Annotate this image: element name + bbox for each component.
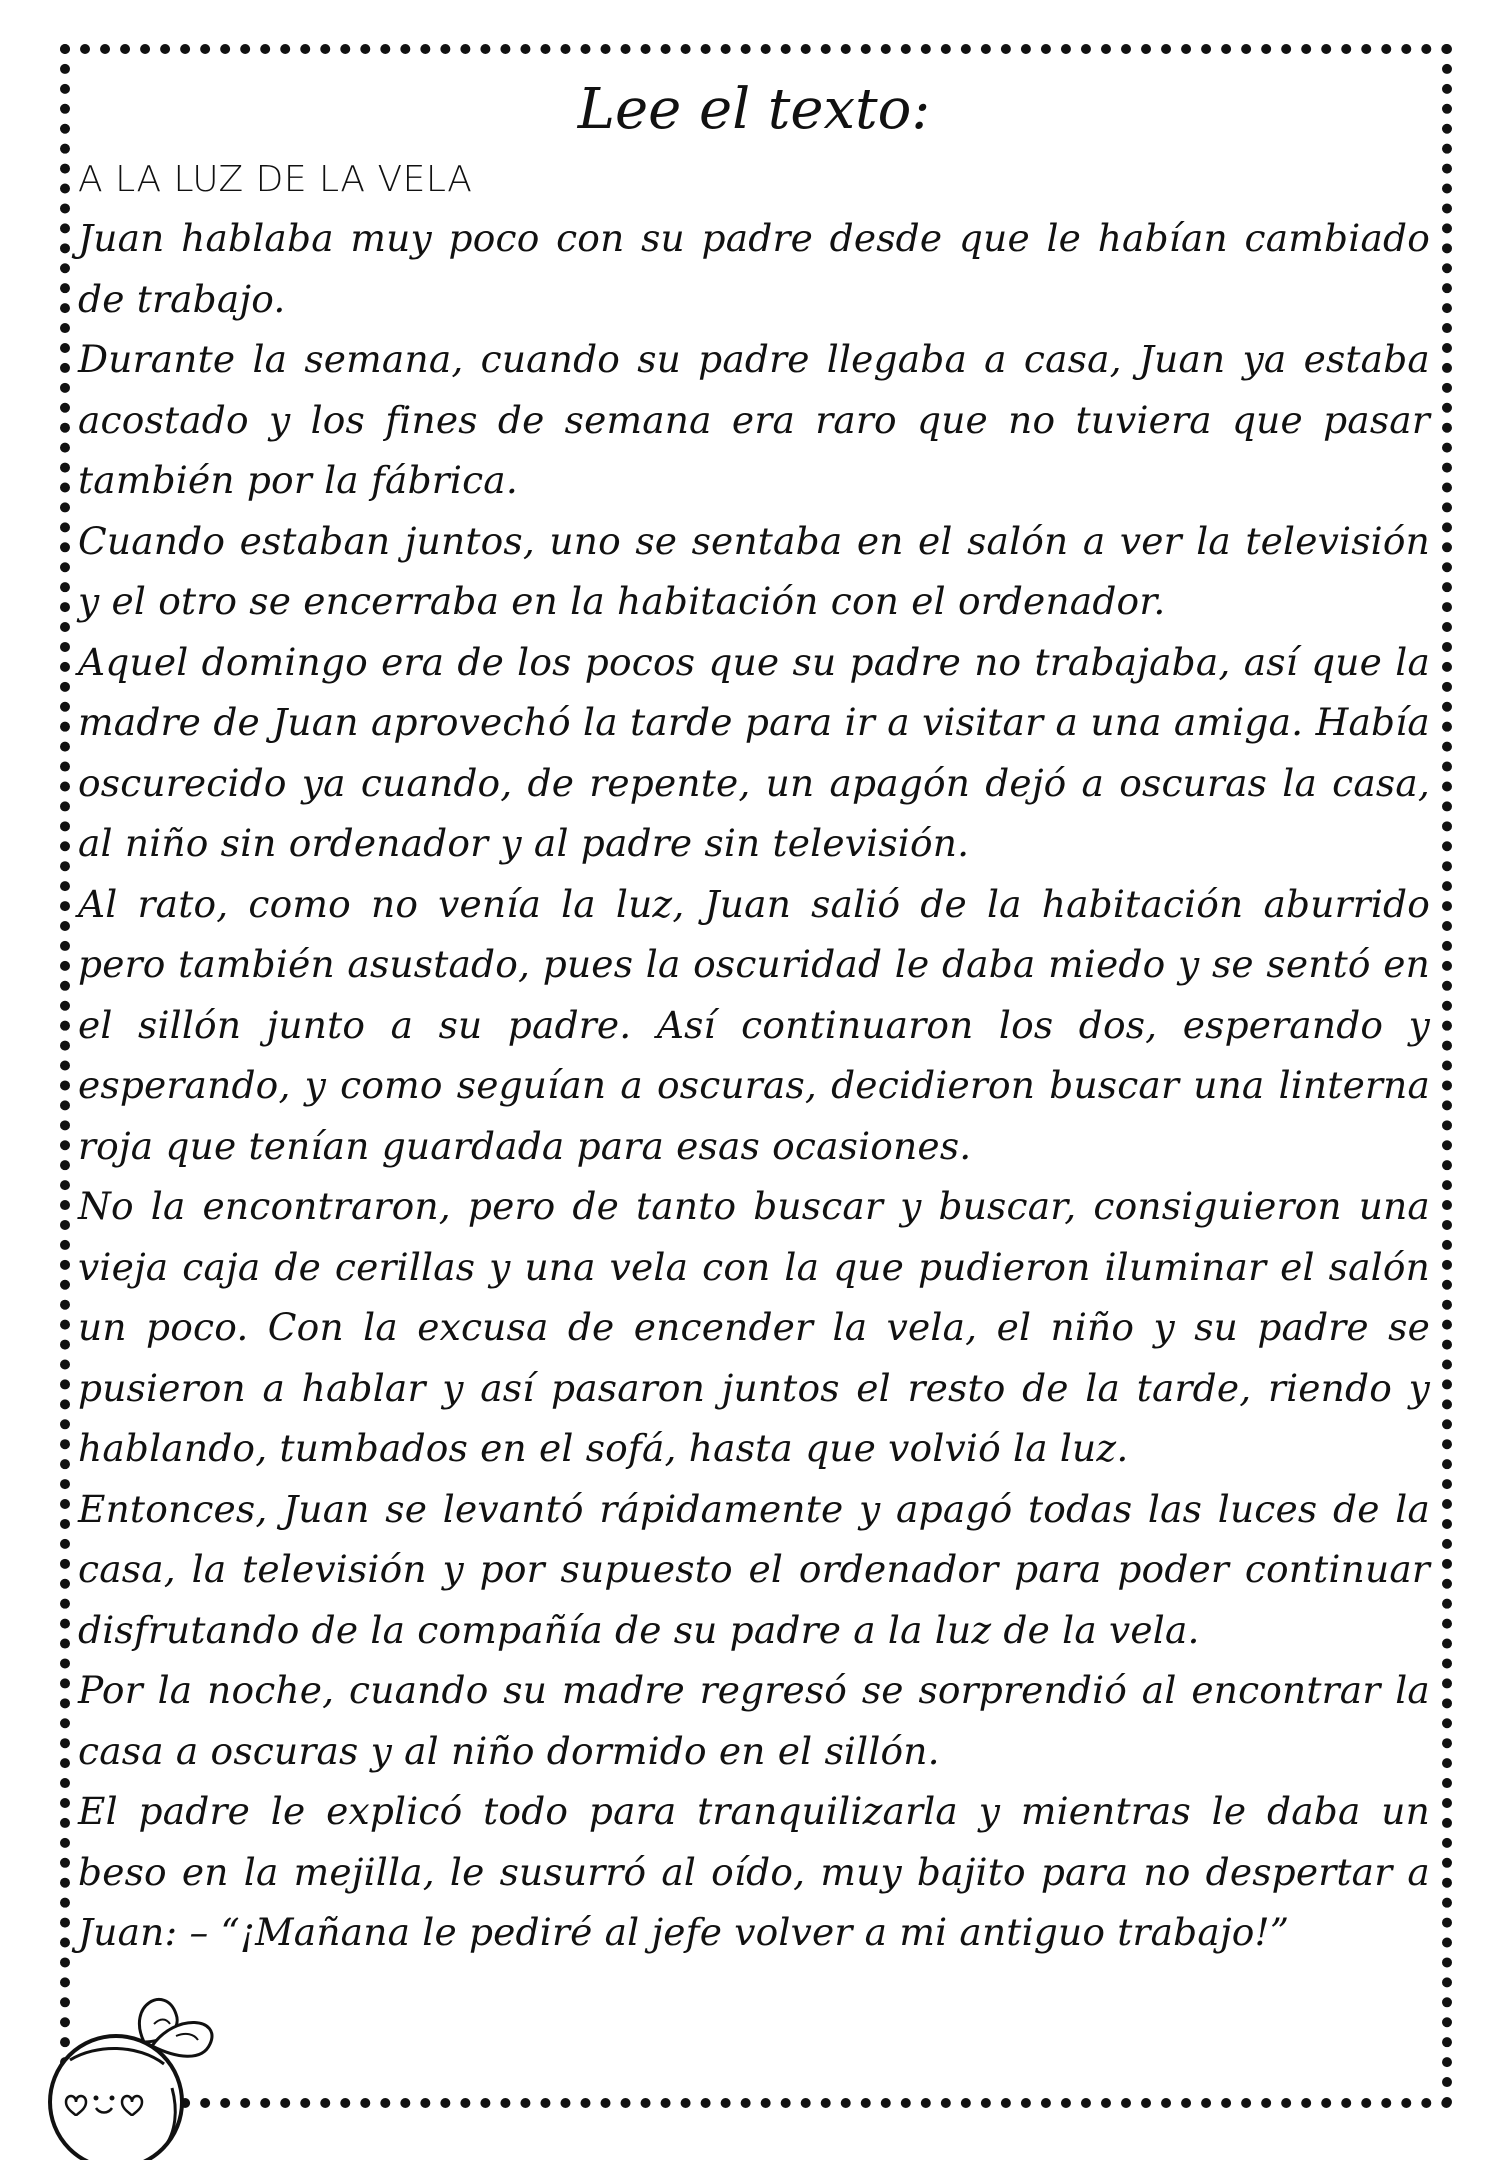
story-paragraph: Durante la semana, cuando su padre llegaba a casa, Juan ya estaba acostado y los fines de semana era raro que no tuviera que pasar también por la fábrica. (78, 337, 1430, 502)
story-paragraph: Entonces, Juan se levantó rápidamente y apagó todas las luces de la casa, la televisión y por supuesto el ordenador para poder continuar disfrutando de la compañía de su padre a la luz de la vela. (78, 1486, 1430, 1652)
story-paragraph: Juan hablaba muy poco con su padre desde que le habían cambiado de trabajo. (78, 216, 1430, 321)
story-paragraph: No la encontraron, pero de tanto buscar y buscar, consiguieron una vieja caja de cerillas y una vela con la que pudieron iluminar el salón un poco. Con la excusa de encender la vela, el niño y su padre se pusieron a hablar y así pasaron juntos el resto de la tarde, riendo y hablando, tumbados en el sofá, hasta que volvió la luz. (78, 1184, 1430, 1470)
story-paragraph: Al rato, como no venía la luz, Juan salió de la habitación aburrido pero también asustado, pues la oscuridad le daba miedo y se sentó en el sillón junto a su padre. Así continuaron los dos, esperando y esperando, y como seguían a oscuras, decidieron buscar una linterna roja que tenían guardada para esas ocasiones. (78, 881, 1430, 1168)
worksheet (78, 70, 1430, 1963)
story-body (78, 208, 1430, 1963)
story-title: A LA LUZ DE LA VELA (78, 159, 473, 200)
story-paragraph: El padre le explicó todo para tranquilizarla y mientras le daba un beso en la mejilla, le susurró al oído, muy bajito para no despertar a Juan: – “¡Mañana le pediré al jefe volver a mi antiguo trabajo!” (78, 1789, 1430, 1954)
story-paragraph: Por la noche, cuando su madre regresó se sorprendió al encontrar la casa a oscuras y al niño dormido en el sillón. (78, 1668, 1430, 1773)
bee-icon (26, 1984, 226, 2160)
worksheet-heading: Lee el texto: (577, 77, 931, 142)
story-paragraph: Aquel domingo era de los pocos que su padre no trabajaba, así que la madre de Juan aprovechó la tarde para ir a visitar a una amiga. Había oscurecido ya cuando, de repente, un apagón dejó a oscuras la casa, al niño sin ordenador y al padre sin televisión. (78, 639, 1430, 865)
story-paragraph: Cuando estaban juntos, uno se sentaba en el salón a ver la televisión y el otro se encerraba en la habitación con el ordenador. (78, 518, 1430, 623)
